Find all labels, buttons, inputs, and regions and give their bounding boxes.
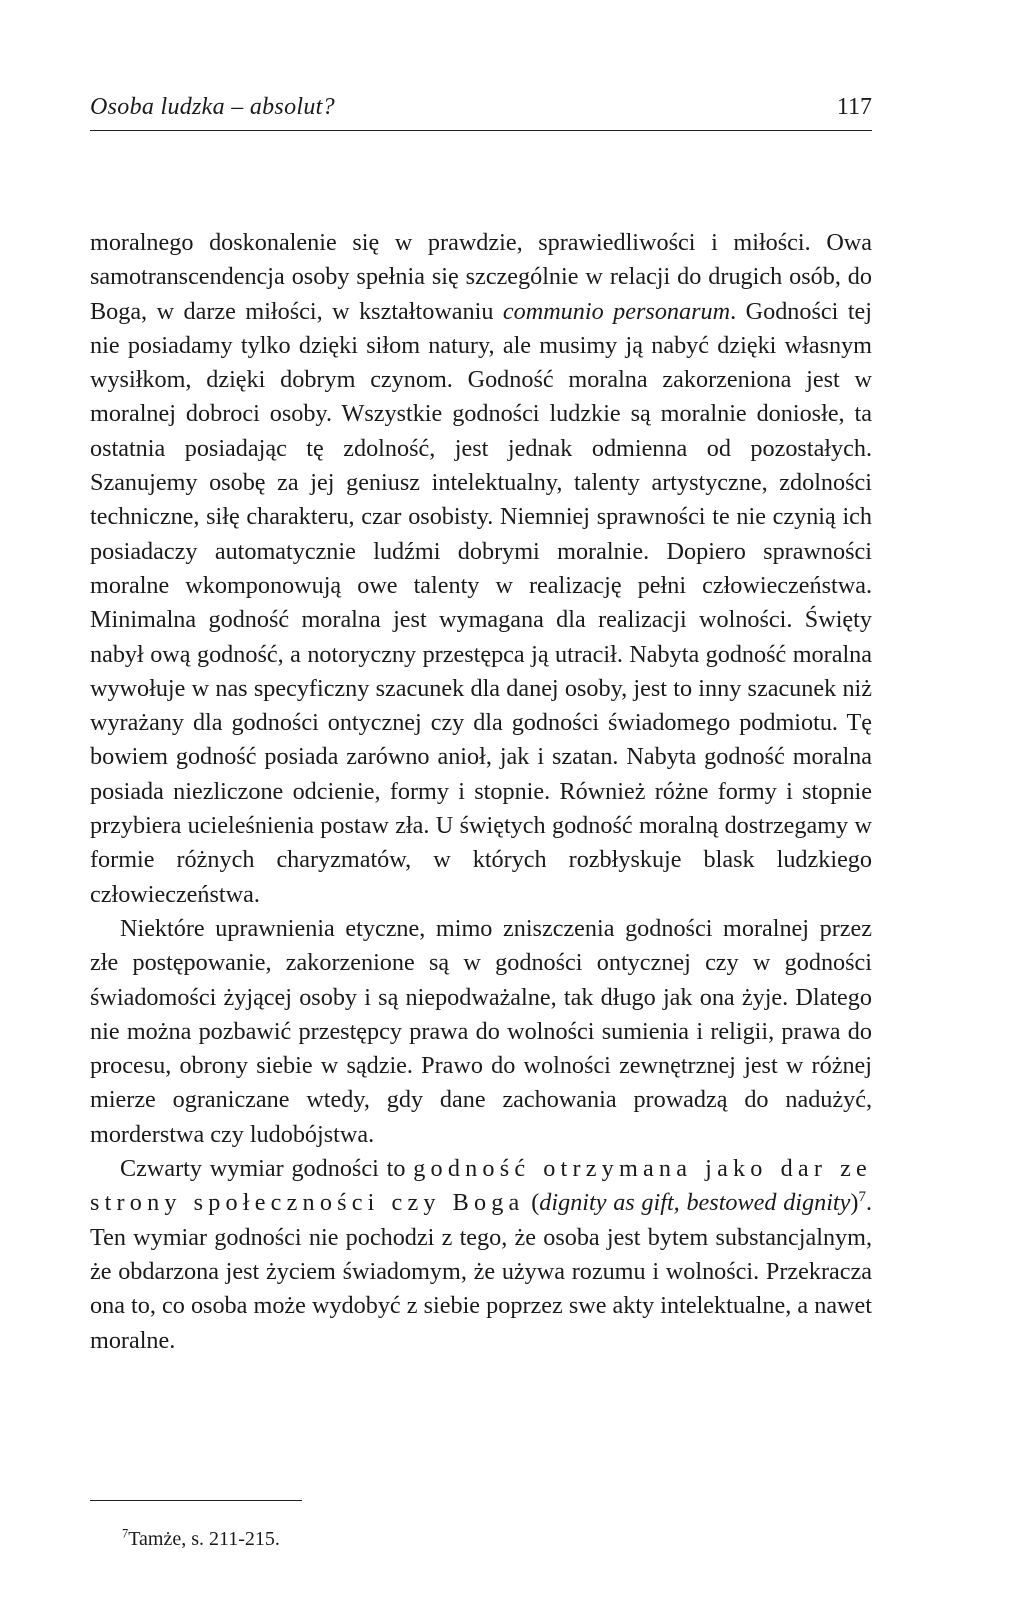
- footnote: [122, 1528, 280, 1551]
- paragraph-2: Niektóre uprawnienia etyczne, mimo zniszczenia godności moralnej przez złe postępowanie, zakorzenione są w godności ontycznej czy w godności świadomości żyjącej osoby i są niepodważalne, tak długo jak ona żyje. Dlatego nie można pozbawić przestępcy prawa do wolności sumienia i religii, prawa do procesu, obrony siebie w sądzie. Prawo do wolności zewnętrznej jest w różnej mierze ograniczane wtedy, gdy dane zachowania prowadzą do nadużyć, morderstwa czy ludobójstwa.: [90, 914, 872, 1148]
- paragraph-3-paren-close: ): [850, 1189, 859, 1217]
- paragraph-3-paren-open: (: [524, 1189, 540, 1217]
- footnote-reference: 7: [858, 1189, 866, 1206]
- paragraph-1-latin-term: communio personarum: [502, 297, 731, 325]
- paragraph-3: [90, 1152, 872, 1358]
- paragraph-1: [90, 226, 872, 912]
- paragraph-3-english-term: dignity as gift, bestowed dignity: [539, 1189, 851, 1217]
- paragraph-3-text: Czwarty wymiar godności to: [120, 1155, 414, 1183]
- main-text: [90, 226, 872, 1358]
- page-number: 117: [836, 94, 872, 120]
- page-header: [90, 86, 872, 131]
- paragraph-1-continuation: . Godności tej nie posiadamy tylko dzięki siłom natury, ale musimy ją nabyć dzięki własnym wysiłkom, dzięki dobrym czynom. Godność moralna zakorzeniona jest w moralnej dobroci osoby. Wszystkie godności ludzkie są moralnie doniosłe, ta ostatnia posiadając tę zdolność, jest jednak odmienna od pozostałych. Szanujemy osobę za jej geniusz intelektualny, talenty artystyczne, zdolności techniczne, siłę charakteru, czar osobisty. Niemniej sprawności te nie czynią ich posiadaczy automatycznie ludźmi dobrymi moralnie. Dopiero sprawności moralne wkomponowują owe talenty w realizację pełni człowieczeństwa. Minimalna godność moralna jest wymagana dla realizacji wolności. Święty nabył ową godność, a notoryczny przestępca ją utracił. Nabyta godność moralna wywołuje w nas specyficzny szacunek dla danej osoby, jest to inny szacunek niż wyrażany dla godności ontycznej czy dla godności świadomego podmiotu. Tę bowiem godność posiada zarówno anioł, jak i szatan. Nabyta godność moralna posiada niezliczone odcienie, formy i stopnie. Również różne formy i stopnie przybiera ucieleśnienia postaw zła. U świętych godność moralną dostrzegamy w formie różnych charyzmatów, w których rozbłyskuje blask ludzkiego człowieczeństwa.: [90, 297, 872, 908]
- footnote-text: Tamże, s. 211-215.: [128, 1528, 280, 1550]
- paragraph-3-continuation: . Ten wymiar godności nie pochodzi z tego, że osoba jest bytem substancjalnym, że obdarzona jest życiem świadomym, że używa rozumu i wolności. Przekracza ona to, co osoba może wydobyć z siebie poprzez swe akty intelektualne, a nawet moralne.: [90, 1189, 872, 1354]
- footnote-separator: [90, 1500, 302, 1501]
- paragraph-3-emphasis: godność otrzymana jako dar ze strony społeczności czy Boga: [90, 1155, 872, 1217]
- footnote-number: 7: [122, 1526, 129, 1541]
- running-title: Osoba ludzka – absolut?: [90, 94, 335, 120]
- paragraph-1-text: moralnego doskonalenie się w prawdzie, sprawiedliwości i miłości. Owa samotranscendencja osoby spełnia się szczególnie w relacji do drugich osób, do Boga, w darze miłości, w kształtowaniu: [90, 229, 872, 325]
